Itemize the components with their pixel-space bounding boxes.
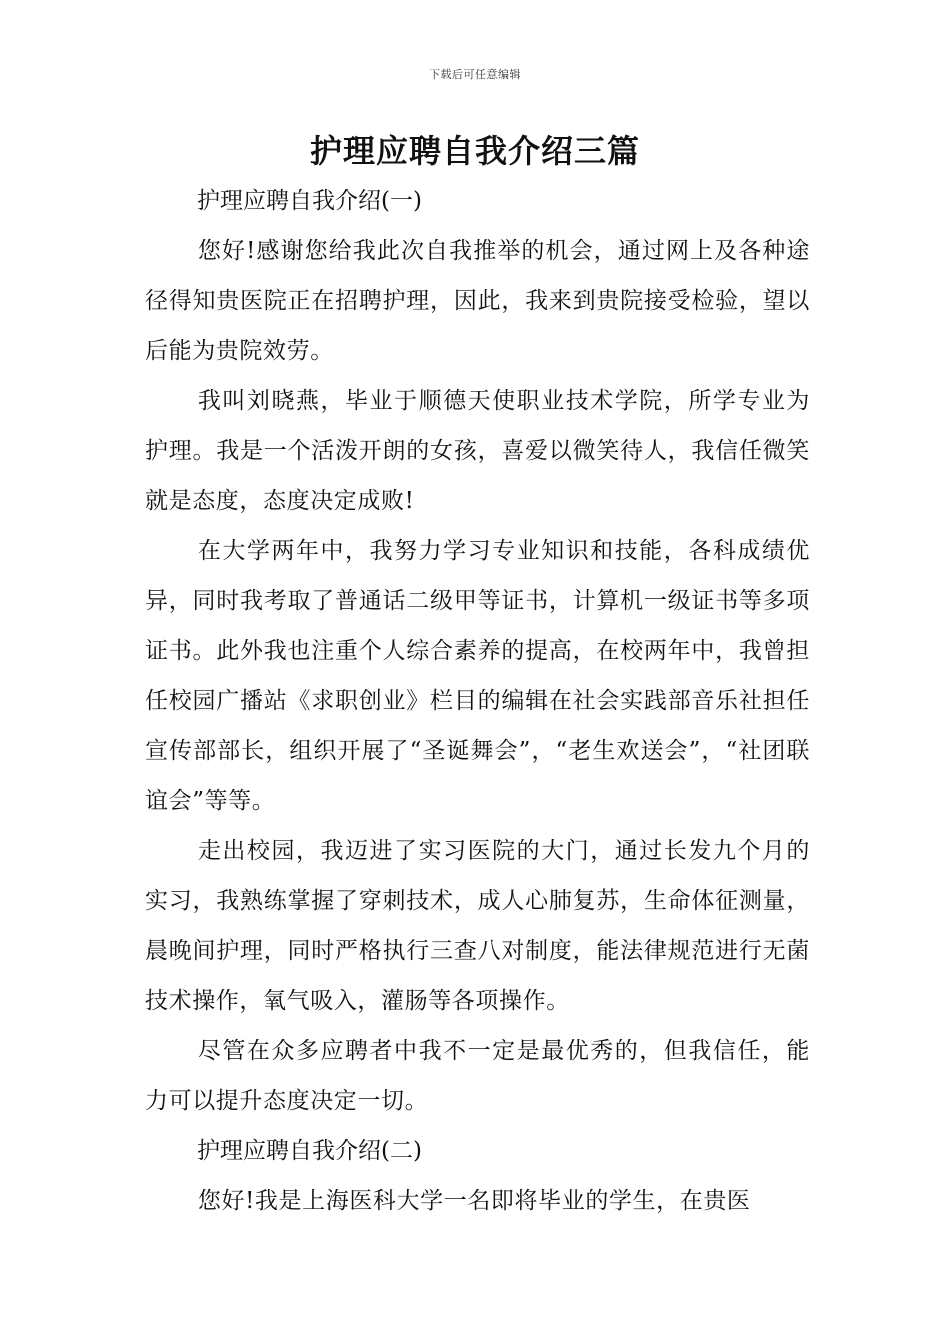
paragraph-1-2: 我叫刘晓燕，毕业于顺德天使职业技术学院，所学专业为护理。我是一个活泼开朗的女孩，喜爱以微笑待人，我信任微笑就是态度，态度决定成败! [145,388,810,514]
header-note: 下载后可任意编辑 [429,68,521,81]
paragraph-1-1: 您好!感谢您给我此次自我推举的机会，通过网上及各种途径得知贵医院正在招聘护理，因此，我来到贵院接受检验，望以后能为贵院效劳。 [145,238,810,364]
document-body [145,176,810,1226]
section-heading-1: 护理应聘自我介绍(一) [197,188,422,214]
paragraph-1-5: 尽管在众多应聘者中我不一定是最优秀的，但我信任，能力可以提升态度决定一切。 [145,1038,810,1114]
section-heading-2: 护理应聘自我介绍(二) [197,1138,422,1164]
document-title: 护理应聘自我介绍三篇 [309,132,640,170]
paragraph-2-1: 您好!我是上海医科大学一名即将毕业的学生，在贵医 [197,1188,751,1214]
paragraph-1-3: 在大学两年中，我努力学习专业知识和技能，各科成绩优异，同时我考取了普通话二级甲等证书，计算机一级证书等多项证书。此外我也注重个人综合素养的提高，在校两年中，我曾担任校园广播站《求职创业》栏目的编辑在社会实践部音乐社担任宣传部部长，组织开展了“圣诞舞会”，“老生欢送会”，“社团联谊会”等等。 [145,538,810,814]
paragraph-1-4: 走出校园，我迈进了实习医院的大门，通过长发九个月的实习，我熟练掌握了穿刺技术，成人心肺复苏，生命体征测量，晨晚间护理，同时严格执行三查八对制度，能法律规范进行无菌技术操作，氧气吸入，灌肠等各项操作。 [145,838,810,1014]
